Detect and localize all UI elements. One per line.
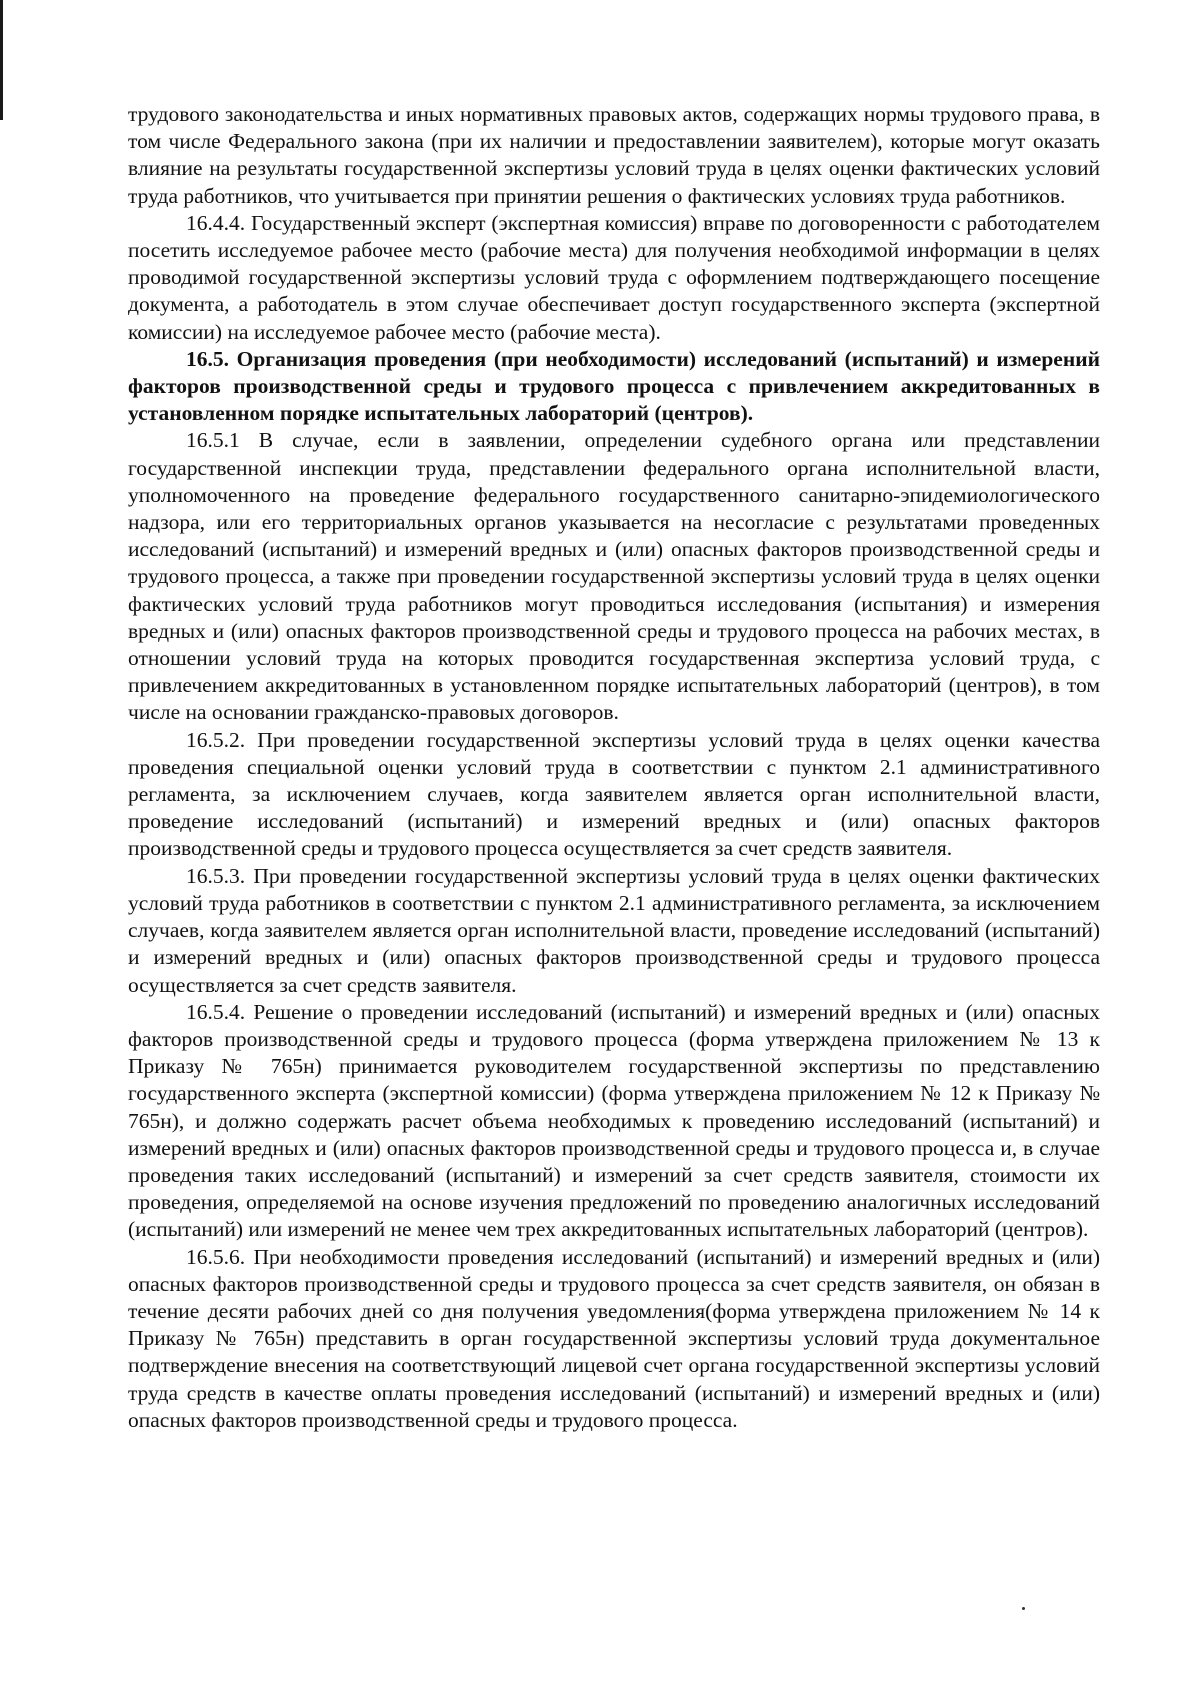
paragraph-16-5-2: 16.5.2. При проведении государственной экспертизы условий труда в целях оценки качества проведения специальной оценки условий труда в соответствии с пунктом 2.1 административного регламента, за исключением случаев, когда заявителем является орган исполнительной власти, проведение исследований (испытаний) и измерений вредных и (или) опасных факторов производственной среды и трудового процесса осуществляется за счет средств заявителя. <box>128 727 1100 861</box>
scan-speck <box>1022 1607 1025 1610</box>
paragraph-continuation: трудового законодательства и иных нормативных правовых актов, содержащих нормы трудового права, в том числе Федерального закона (при их наличии и предоставлении заявителем), которые могут оказать влияние на результаты государственной экспертизы условий труда в целях оценки фактических условий труда работников, что учитывается при принятии решения о фактических условиях труда работников. <box>128 102 1100 208</box>
scan-edge-mark <box>0 0 3 120</box>
document-page <box>128 101 1100 1434</box>
paragraph-16-4-4: 16.4.4. Государственный эксперт (экспертная комиссия) вправе по договоренности с работодателем посетить исследуемое рабочее место (рабочие места) для получения необходимой информации в целях проводимой государственной экспертизы условий труда с оформлением подтверждающего посещение документа, а работодатель в этом случае обеспечивает доступ государственного эксперта (экспертной комиссии) на исследуемое рабочее место (рабочие места). <box>128 210 1100 344</box>
paragraph-16-5-6: 16.5.6. При необходимости проведения исследований (испытаний) и измерений вредных и (или) опасных факторов производственной среды и трудового процесса за счет средств заявителя, он обязан в течение десяти рабочих дней со дня получения уведомления(форма утверждена приложением № 14 к Приказу № 765н) представить в орган государственной экспертизы условий труда документальное подтверждение внесения на соответствующий лицевой счет органа государственной экспертизы условий труда средств в качестве оплаты проведения исследований (испытаний) и измерений вредных и (или) опасных факторов производственной среды и трудового процесса. <box>128 1244 1100 1432</box>
section-heading-16-5: 16.5. Организация проведения (при необходимости) исследований (испытаний) и измерений факторов производственной среды и трудового процесса с привлечением аккредитованных в установленном порядке испытательных лабораторий (центров). <box>128 346 1100 426</box>
paragraph-16-5-1: 16.5.1 В случае, если в заявлении, определении судебного органа или представлении государственной инспекции труда, представлении федерального органа исполнительной власти, уполномоченного на проведение федерального государственного санитарно-эпидемиологического надзора, или его территориальных органов указывается на несогласие с результатами проведенных исследований (испытаний) и измерений вредных и (или) опасных факторов производственной среды и трудового процесса, а также при проведении государственной экспертизы условий труда в целях оценки фактических условий труда работников могут проводиться исследования (испытания) и измерения вредных и (или) опасных факторов производственной среды и трудового процесса на рабочих местах, в отношении условий труда на которых проводится государственная экспертиза условий труда, с привлечением аккредитованных в установленном порядке испытательных лабораторий (центров), в том числе на основании гражданско-правовых договоров. <box>128 428 1100 725</box>
paragraph-16-5-3: 16.5.3. При проведении государственной экспертизы условий труда в целях оценки фактических условий труда работников в соответствии с пунктом 2.1 административного регламента, за исключением случаев, когда заявителем является орган исполнительной власти, проведение исследований (испытаний) и измерений вредных и (или) опасных факторов производственной среды и трудового процесса осуществляется за счет средств заявителя. <box>128 863 1100 997</box>
paragraph-16-5-4: 16.5.4. Решение о проведении исследований (испытаний) и измерений вредных и (или) опасных факторов производственной среды и трудового процесса (форма утверждена приложением № 13 к Приказу № 765н) принимается руководителем государственной экспертизы по представлению государственного эксперта (экспертной комиссии) (форма утверждена приложением № 12 к Приказу № 765н), и должно содержать расчет объема необходимых к проведению исследований (испытаний) и измерений вредных и (или) опасных факторов производственной среды и трудового процесса и, в случае проведения таких исследований (испытаний) и измерений за счет средств заявителя, стоимости их проведения, определяемой на основе изучения предложений по проведению аналогичных исследований (испытаний) или измерений не менее чем трех аккредитованных испытательных лабораторий (центров). <box>128 999 1100 1242</box>
